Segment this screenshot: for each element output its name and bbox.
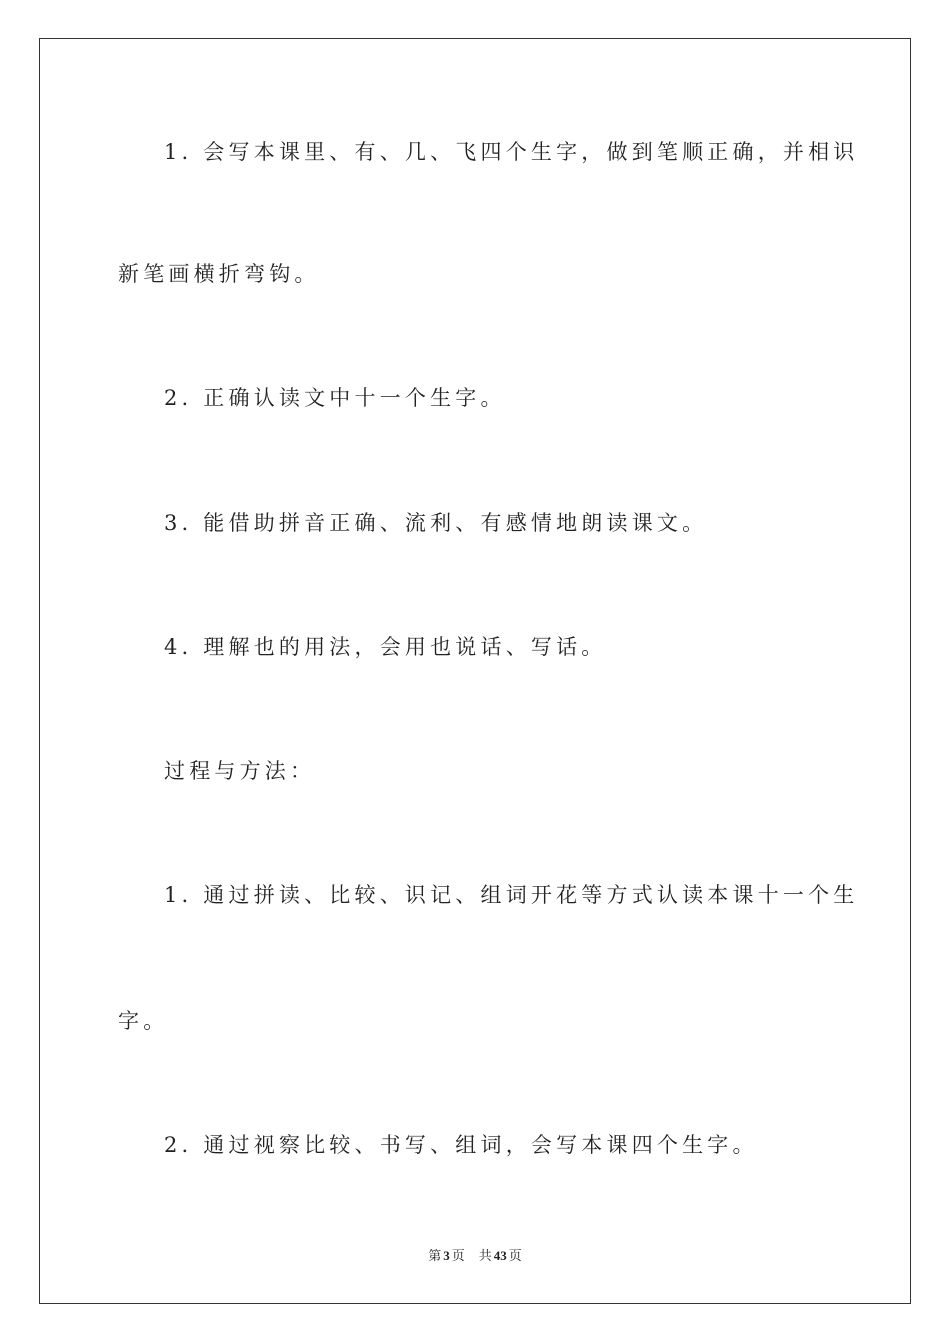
method-1-line-1: 1. 通过拼读、比较、识记、组词开花等方式认读本课十一个生	[164, 883, 859, 907]
objective-3: 3. 能借助拼音正确、流利、有感情地朗读课文。	[164, 511, 708, 535]
footer-total-prefix: 共	[478, 1249, 492, 1264]
section-heading-process-method: 过程与方法：	[164, 759, 316, 783]
footer-page-suffix: 页	[451, 1249, 465, 1264]
objective-1-line-2: 新笔画横折弯钩。	[118, 262, 320, 286]
objective-2: 2. 正确认读文中十一个生字。	[164, 386, 506, 410]
page-border	[39, 38, 911, 1304]
footer-total-pages: 43	[493, 1248, 507, 1263]
method-2: 2. 通过视察比较、书写、组词，会写本课四个生字。	[164, 1133, 758, 1157]
footer-page-number: 3	[443, 1248, 450, 1263]
page-footer	[0, 1247, 950, 1266]
objective-4: 4. 理解也的用法，会用也说话、写话。	[164, 635, 607, 659]
objective-1-line-1: 1. 会写本课里、有、几、飞四个生字，做到笔顺正确，并相识	[164, 140, 859, 164]
method-1-line-2: 字。	[118, 1009, 169, 1033]
footer-total-suffix: 页	[508, 1249, 522, 1264]
footer-page-prefix: 第	[428, 1249, 442, 1264]
